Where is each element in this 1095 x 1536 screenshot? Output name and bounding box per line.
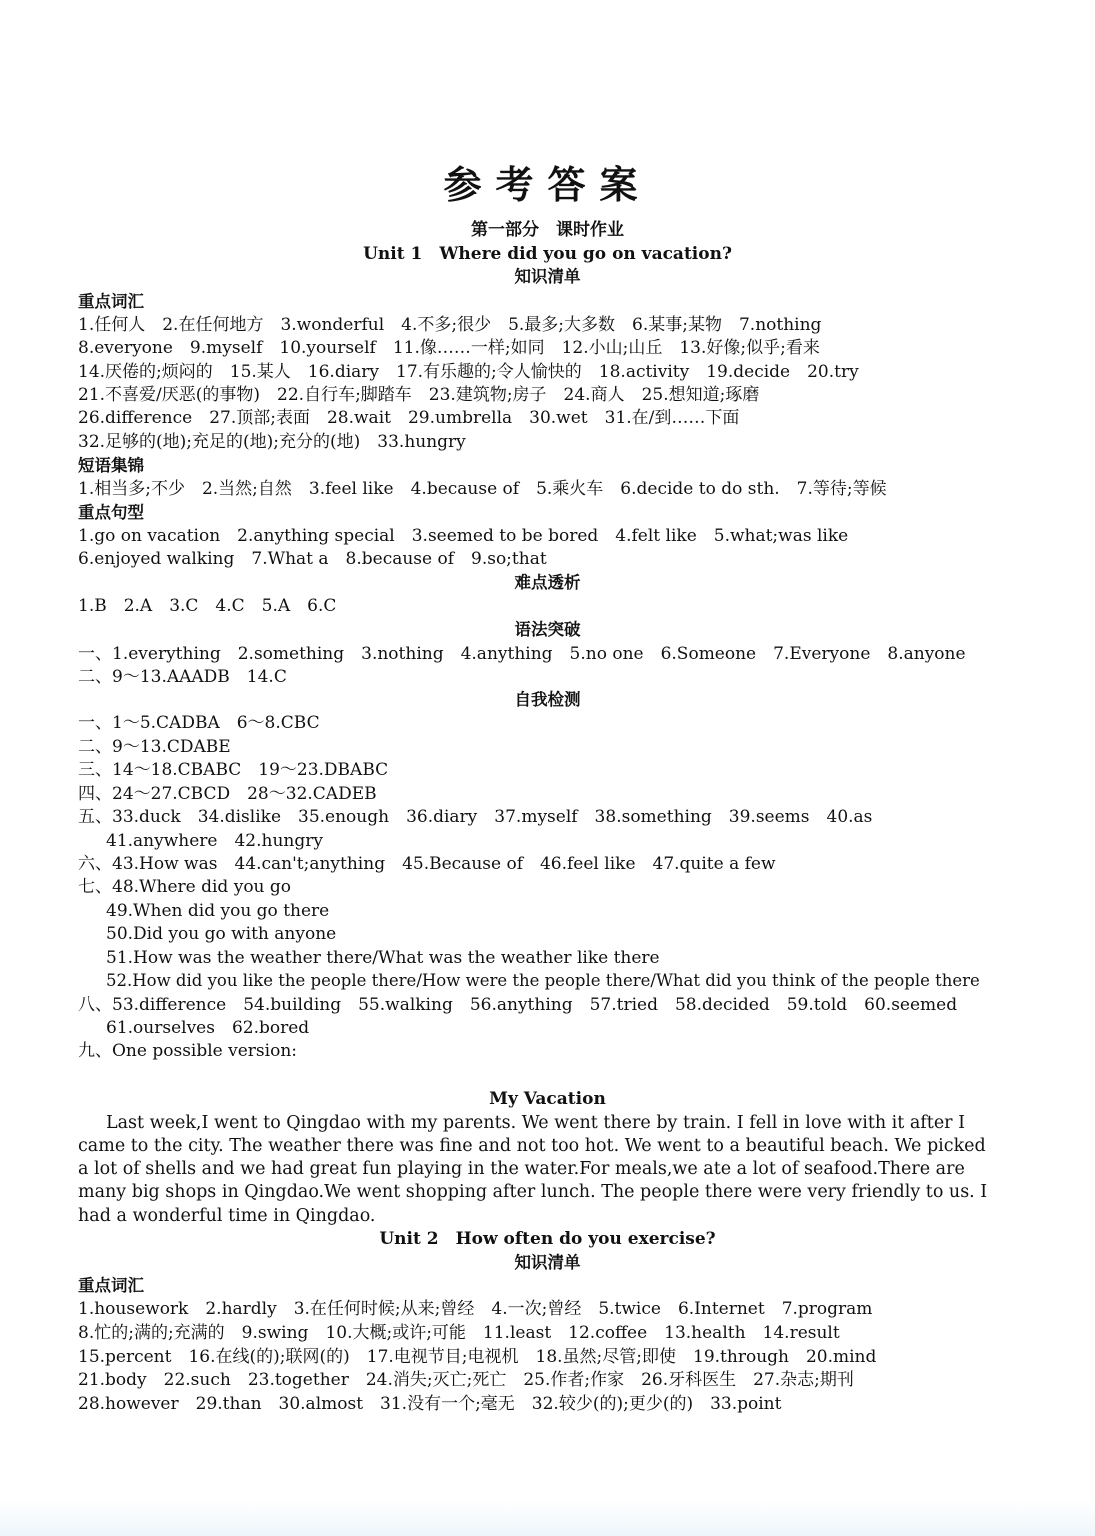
- unit2-vocab-line: 8.忙的;满的;充满的 9.swing 10.大概;或许;可能 11.least 12.coffee 13.health 14.result: [78, 1323, 840, 1343]
- unit1-sentence-heading: 重点句型: [78, 503, 144, 522]
- unit1-selftest-line: 61.ourselves 62.bored: [106, 1018, 310, 1038]
- unit2-vocab-line: 15.percent 16.在线(的);联网(的) 17.电视节目;电视机 18.虽然;尽管;即使 19.through 20.mind: [78, 1347, 877, 1367]
- unit1-difficulty-heading: 难点透析: [514, 573, 581, 592]
- part-heading: 第一部分 课时作业: [471, 220, 624, 240]
- essay-line: Last week,I went to Qingdao with my parents. We went there by train. I fell in love with it after I: [106, 1113, 966, 1133]
- unit1-grammar-heading: 语法突破: [514, 620, 581, 639]
- unit2-vocab-line: 1.housework 2.hardly 3.在任何时候;从来;曾经 4.一次;曾经 5.twice 6.Internet 7.program: [78, 1299, 873, 1319]
- unit1-vocab-line: 32.足够的(地);充足的(地);充分的(地) 33.hungry: [78, 432, 466, 452]
- unit1-phrase-line: 1.相当多;不少 2.当然;自然 3.feel like 4.because of 5.乘火车 6.decide to do sth. 7.等待;等候: [78, 479, 887, 499]
- unit1-vocab-line: 21.不喜爱/厌恶(的事物) 22.自行车;脚踏车 23.建筑物;房子 24.商人 25.想知道;琢磨: [78, 385, 760, 405]
- unit1-heading: Unit 1 Where did you go on vacation?: [363, 244, 732, 264]
- unit1-knowledge-heading: 知识清单: [514, 267, 581, 286]
- unit1-phrase-heading: 短语集锦: [78, 456, 144, 475]
- unit1-selftest-line: 八、53.difference 54.building 55.walking 56.anything 57.tried 58.decided 59.told 60.seemed: [78, 995, 958, 1015]
- unit1-vocab-line: 14.厌倦的;烦闷的 15.某人 16.diary 17.有乐趣的;令人愉快的 18.activity 19.decide 20.try: [78, 362, 859, 382]
- unit1-sentence-line: 6.enjoyed walking 7.What a 8.because of 9.so;that: [78, 549, 547, 569]
- unit1-vocab-line: 8.everyone 9.myself 10.yourself 11.像……一样;如同 12.小山;山丘 13.好像;似乎;看来: [78, 338, 820, 358]
- unit1-grammar-line: 一、1.everything 2.something 3.nothing 4.anything 5.no one 6.Someone 7.Everyone 8.anyone: [78, 644, 966, 664]
- essay-line: had a wonderful time in Qingdao.: [78, 1206, 376, 1226]
- unit1-selftest-line: 二、9～13.CDABE: [78, 737, 231, 757]
- unit1-selftest-line: 41.anywhere 42.hungry: [106, 831, 323, 851]
- unit1-difficulty-line: 1.B 2.A 3.C 4.C 5.A 6.C: [78, 596, 337, 616]
- unit1-vocab-heading: 重点词汇: [78, 292, 144, 311]
- unit1-selftest-line: 51.How was the weather there/What was the weather like there: [106, 948, 660, 968]
- unit1-selftest-line: 九、One possible version:: [78, 1041, 297, 1061]
- unit2-vocab-line: 28.however 29.than 30.almost 31.没有一个;毫无 32.较少(的);更少(的) 33.point: [78, 1394, 782, 1414]
- essay-line: came to the city. The weather there was fine and not too hot. We went to a beautiful beach. We picked: [78, 1136, 986, 1156]
- essay-title: My Vacation: [489, 1089, 606, 1109]
- unit1-selftest-line: 49.When did you go there: [106, 901, 330, 921]
- unit1-selftest-line: 七、48.Where did you go: [78, 877, 292, 897]
- unit1-selftest-line: 四、24～27.CBCD 28～32.CADEB: [78, 784, 377, 804]
- page-title: 参考答案: [443, 162, 652, 207]
- unit1-selftest-line: 一、1～5.CADBA 6～8.CBC: [78, 713, 320, 733]
- unit2-vocab-line: 21.body 22.such 23.together 24.消失;灭亡;死亡 25.作者;作家 26.牙科医生 27.杂志;期刊: [78, 1370, 854, 1390]
- unit1-selftest-line: 五、33.duck 34.dislike 35.enough 36.diary 37.myself 38.something 39.seems 40.as: [78, 807, 873, 827]
- unit1-selftest-line: 52.How did you like the people there/How were the people there/What did you think of the people there: [106, 971, 980, 990]
- unit2-vocab-heading: 重点词汇: [78, 1276, 144, 1295]
- essay-line: a lot of shells and we had great fun playing in the water.For meals,we ate a lot of seafood.There are: [78, 1159, 965, 1179]
- unit1-selftest-heading: 自我检测: [514, 690, 581, 709]
- unit2-knowledge-heading: 知识清单: [514, 1253, 581, 1272]
- unit1-sentence-line: 1.go on vacation 2.anything special 3.seemed to be bored 4.felt like 5.what;was like: [78, 526, 849, 546]
- page-bottom-edge: [0, 1500, 1095, 1536]
- unit1-selftest-line: 六、43.How was 44.can't;anything 45.Because of 46.feel like 47.quite a few: [78, 854, 776, 874]
- unit1-selftest-line: 三、14～18.CBABC 19～23.DBABC: [78, 760, 389, 780]
- unit2-heading: Unit 2 How often do you exercise?: [379, 1229, 716, 1249]
- unit1-vocab-line: 26.difference 27.顶部;表面 28.wait 29.umbrella 30.wet 31.在/到……下面: [78, 408, 740, 428]
- unit1-grammar-line: 二、9～13.AAADB 14.C: [78, 667, 287, 687]
- unit1-selftest-line: 50.Did you go with anyone: [106, 924, 337, 944]
- unit1-vocab-line: 1.任何人 2.在任何地方 3.wonderful 4.不多;很少 5.最多;大多数 6.某事;某物 7.nothing: [78, 315, 822, 335]
- essay-line: many big shops in Qingdao.We went shopping after lunch. The people there were very friendly to us. I: [78, 1182, 988, 1202]
